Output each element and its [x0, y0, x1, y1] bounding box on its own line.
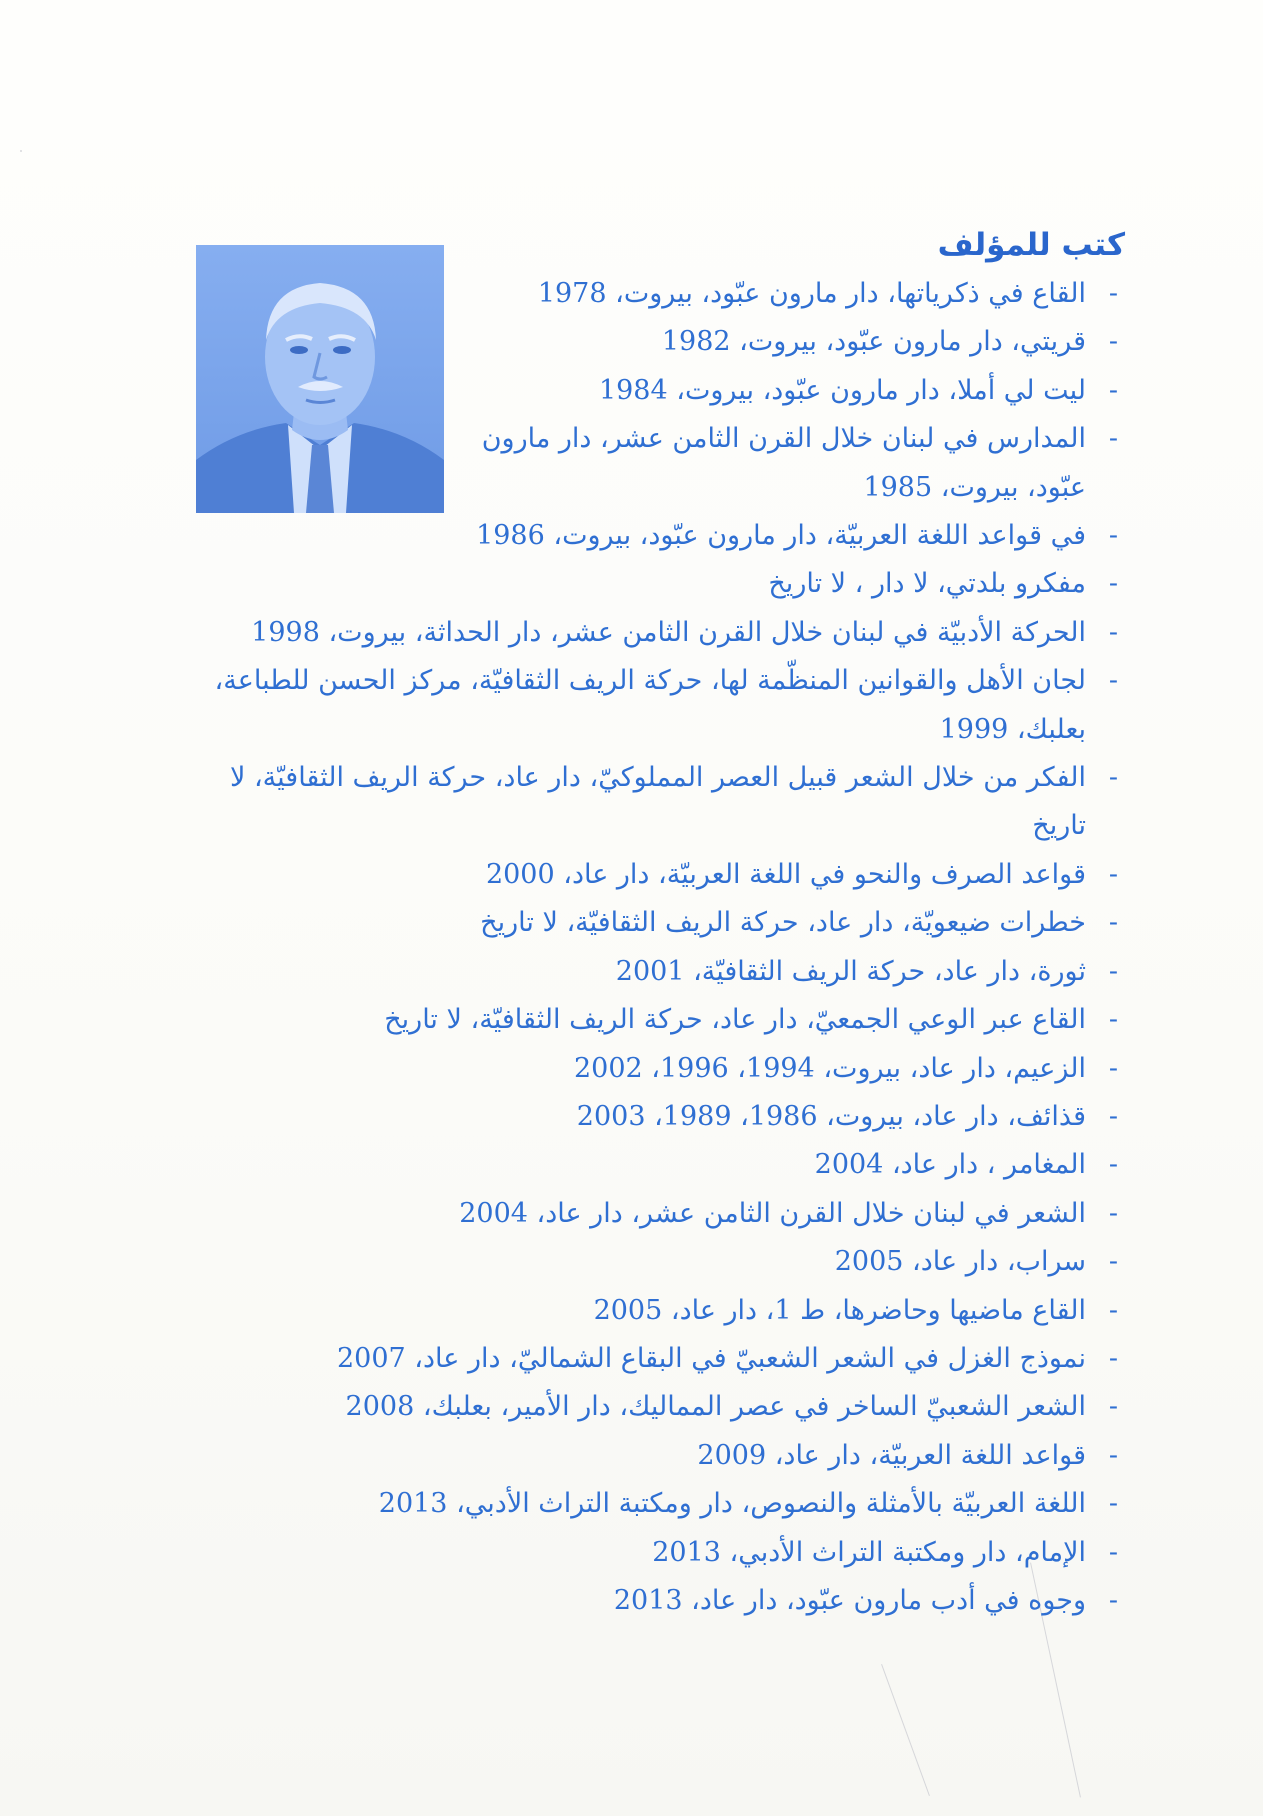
book-item: - نموذج الغزل في الشعر الشعبيّ في البقاع الشماليّ، دار عاد، 2007: [337, 1342, 1118, 1374]
section-heading: كتب للمؤلف: [937, 227, 1125, 263]
book-item: - وجوه في أدب مارون عبّود، دار عاد، 2013: [613, 1584, 1118, 1616]
book-item: - في قواعد اللغة العربيّة، دار مارون عبّود، بيروت، 1986: [476, 520, 1118, 552]
book-item: - القاع عبر الوعي الجمعيّ، دار عاد، حركة الريف الثقافيّة، لا تاريخ: [384, 1004, 1118, 1036]
book-item: - ثورة، دار عاد، حركة الريف الثقافيّة، 2001: [615, 955, 1118, 987]
book-item: - خطرات ضيعويّة، دار عاد، حركة الريف الثقافيّة، لا تاريخ: [480, 907, 1118, 939]
book-item: - ليت لي أملا، دار مارون عبّود، بيروت، 1984: [598, 374, 1118, 406]
book-list: [200, 270, 1130, 1625]
book-item: - الحركة الأدبيّة في لبنان خلال القرن الثامن عشر، دار الحداثة، بيروت، 1998: [251, 616, 1118, 648]
scan-mark: [20, 150, 22, 152]
book-item: - قذائف، دار عاد، بيروت، 1986، 1989، 2003: [576, 1100, 1118, 1132]
book-item: - مفكرو بلدتي، لا دار ، لا تاريخ: [768, 568, 1118, 600]
book-list-section: [200, 220, 1130, 1625]
book-item: - لجان الأهل والقوانين المنظّمة لها، حركة الريف الثقافيّة، مركز الحسن للطباعة، بعلبك، 1999: [214, 665, 1118, 745]
book-item: - القاع ماضيها وحاضرها، ط 1، دار عاد، 2005: [593, 1294, 1118, 1326]
book-item: - قواعد الصرف والنحو في اللغة العربيّة، دار عاد، 2000: [485, 858, 1118, 890]
book-item: - سراب، دار عاد، 2005: [834, 1246, 1118, 1278]
book-item: - الإمام، دار ومكتبة التراث الأدبي، 2013: [652, 1536, 1118, 1568]
scan-mark: [881, 1664, 930, 1796]
book-item: - القاع في ذكرياتها، دار مارون عبّود، بيروت، 1978: [537, 278, 1118, 309]
book-item: - قواعد اللغة العربيّة، دار عاد، 2009: [697, 1439, 1118, 1471]
book-item: - المغامر ، دار عاد، 2004: [814, 1149, 1118, 1181]
book-item: - الشعر الشعبيّ الساخر في عصر المماليك، دار الأمير، بعلبك، 2008: [345, 1391, 1118, 1423]
book-item: - الفكر من خلال الشعر قبيل العصر المملوكيّ، دار عاد، حركة الريف الثقافيّة، لا تاريخ: [229, 762, 1118, 842]
book-item: - الزعيم، دار عاد، بيروت، 1994، 1996، 2002: [573, 1052, 1118, 1084]
book-item: - اللغة العربيّة بالأمثلة والنصوص، دار ومكتبة التراث الأدبي، 2013: [378, 1488, 1118, 1520]
book-item: - قريتي، دار مارون عبّود، بيروت، 1982: [661, 326, 1118, 358]
book-item: - الشعر في لبنان خلال القرن الثامن عشر، دار عاد، 2004: [459, 1197, 1118, 1229]
book-item: - المدارس في لبنان خلال القرن الثامن عشر، دار مارون عبّود، بيروت، 1985: [481, 423, 1118, 503]
